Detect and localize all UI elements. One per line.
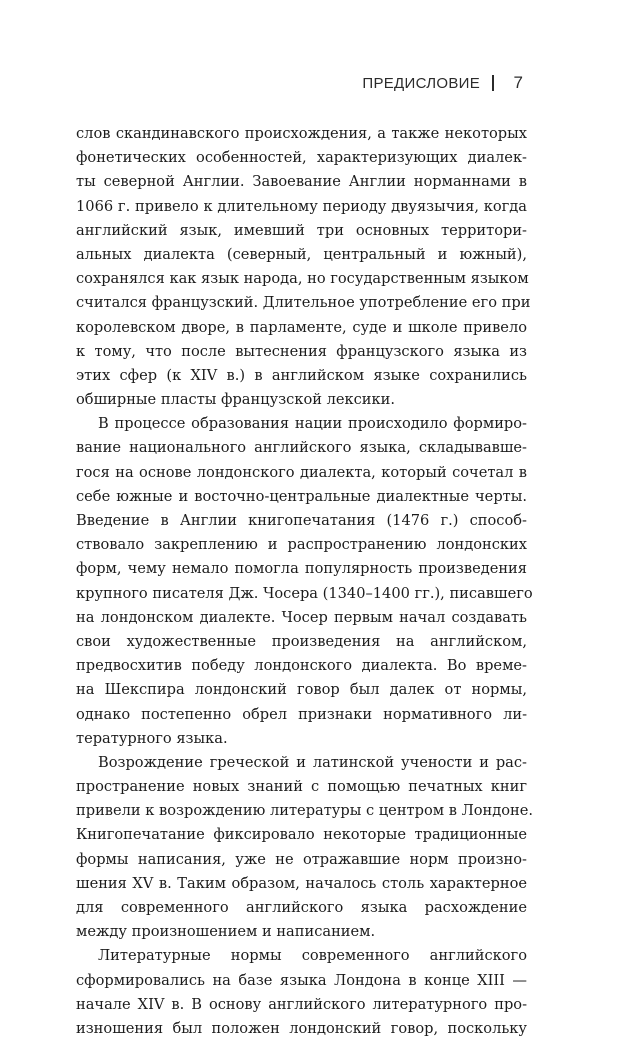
text-line: сформировались на базе языка Лондона в конце XIII — — [76, 971, 527, 989]
text-line: на лондонском диалекте. Чосер первым начал создавать — [76, 608, 527, 626]
paragraph — [76, 751, 534, 945]
text-line: слов скандинавского происхождения, а также некоторых — [76, 125, 527, 142]
text-line: обширные пласты французской лексики. — [76, 391, 396, 409]
text-line: пространение новых знаний с помощью печатных книг — [76, 778, 527, 796]
text-line: для современного английского языка расхождение — [76, 899, 527, 916]
header-divider — [492, 75, 494, 91]
running-header — [362, 73, 523, 93]
text-line: к тому, что после вытеснения французского языка из — [76, 342, 527, 360]
paragraph — [76, 412, 533, 751]
text-line: форм, чему немало помогла популярность произведения — [76, 560, 527, 578]
text-line: английский язык, имевший три основных территори- — [76, 221, 527, 239]
text-line: однако постепенно обрел признаки нормативного ли- — [76, 705, 527, 723]
text-line: формы написания, уже не отражавшие норм произно- — [76, 850, 527, 868]
text-line: шения XV в. Таким образом, началось столь характерное — [76, 874, 527, 892]
text-line: альных диалекта (северный, центральный и южный), — [76, 245, 527, 263]
text-line: ты северной Англии. Завоевание Англии норманнами в — [76, 173, 527, 191]
text-line: фонетических особенностей, характеризующих диалек- — [76, 149, 527, 167]
text-line: Возрождение греческой и латинской учености и рас- — [98, 753, 527, 771]
text-line: этих сфер (к XIV в.) в английском языке сохранились — [76, 366, 527, 384]
text-line: начале XIV в. В основу английского литературного про- — [76, 995, 527, 1013]
text-line: Введение в Англии книгопечатания (1476 г.) способ- — [76, 512, 527, 529]
text-line: вание национального английского языка, складывавше- — [76, 439, 527, 457]
text-line: крупного писателя Дж. Чосера (1340–1400 гг.), писавшего — [76, 584, 533, 602]
paragraph — [76, 944, 527, 1041]
text-line: считался французский. Длительное употребление его при — [76, 294, 531, 312]
text-line: свои художественные произведения на английском, — [76, 632, 527, 650]
text-line: Книгопечатание фиксировало некоторые традиционные — [76, 826, 527, 844]
text-line: на Шекспира лондонский говор был далек от нормы, — [76, 681, 527, 699]
text-line: гося на основе лондонского диалекта, который сочетал в — [76, 463, 527, 481]
text-line: королевском дворе, в парламенте, суде и школе привело — [76, 318, 527, 336]
body-text — [76, 122, 534, 1041]
text-line: сохранялся как язык народа, но государственным языком — [76, 270, 529, 288]
page-number: 7 — [513, 73, 523, 92]
text-line: между произношением и написанием. — [76, 923, 376, 941]
section-title: ПРЕДИСЛОВИЕ — [362, 74, 481, 92]
text-line: В процессе образования нации происходило формиро- — [98, 415, 527, 433]
text-line: Литературные нормы современного английского — [98, 947, 527, 965]
text-line: 1066 г. привело к длительному периоду двуязычия, когда — [76, 197, 527, 215]
paragraph — [76, 122, 531, 412]
text-line: ствовало закреплению и распространению лондонских — [76, 536, 527, 554]
text-line: привели к возрождению литературы с центром в Лондоне. — [76, 802, 534, 820]
text-line: себе южные и восточно-центральные диалектные черты. — [76, 487, 527, 505]
text-line: изношения был положен лондонский говор, поскольку — [76, 1019, 527, 1037]
text-line: предвосхитив победу лондонского диалекта. Во време- — [76, 657, 527, 675]
text-line: тературного языка. — [76, 729, 228, 747]
